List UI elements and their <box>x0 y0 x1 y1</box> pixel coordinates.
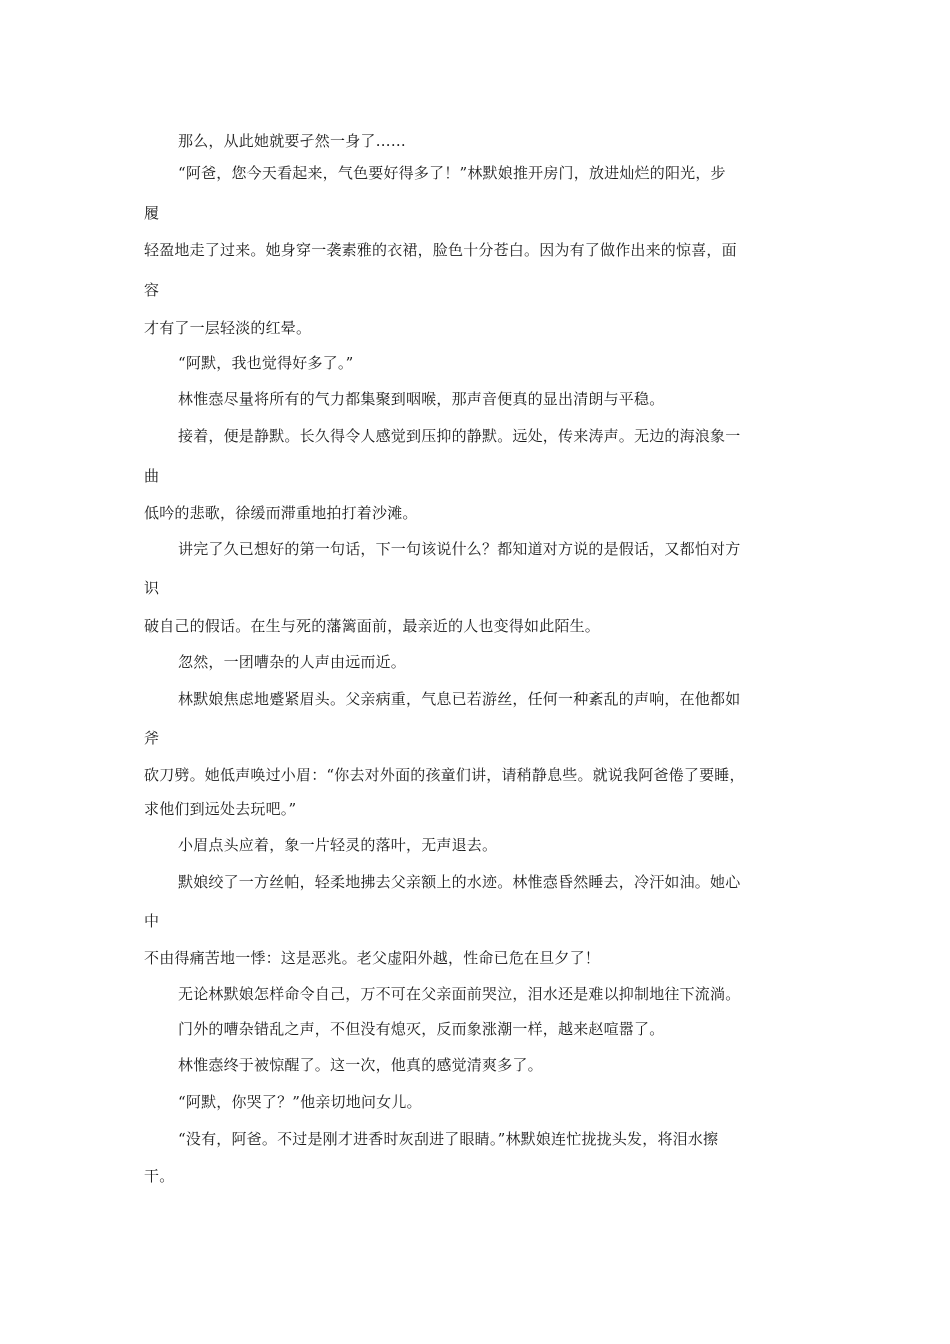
text-line: 林惟悫尽量将所有的气力都集聚到咽喉，那声音便真的显出清朗与平稳。 <box>178 390 665 408</box>
text-line: 斧 <box>144 729 160 747</box>
text-line: 林默娘焦虑地蹙紧眉头。父亲病重，气息已若游丝，任何一种紊乱的声响，在他都如 <box>178 690 741 708</box>
text-line: 轻盈地走了过来。她身穿一袭素雅的衣裙，脸色十分苍白。因为有了做作出来的惊喜，面 <box>144 241 737 259</box>
text-line: 干。 <box>144 1167 175 1185</box>
text-line: 那么，从此她就要孑然一身了…… <box>178 132 407 150</box>
text-line: 容 <box>144 281 160 299</box>
text-line: “阿默，你哭了？”他亲切地问女儿。 <box>178 1093 422 1111</box>
text-line: 曲 <box>144 467 160 485</box>
text-line: 默娘绞了一方丝帕，轻柔地拂去父亲额上的水迹。林惟悫昏然睡去，冷汗如油。她心 <box>178 873 741 891</box>
text-line: “阿默，我也觉得好多了。” <box>178 354 354 372</box>
text-line: 履 <box>144 204 160 222</box>
text-line: 低吟的悲歌，徐缓而滞重地拍打着沙滩。 <box>144 504 418 522</box>
text-line: 砍刀劈。她低声唤过小眉：“你去对外面的孩童们讲，请稍静息些。就说我阿爸倦了要睡， <box>144 766 745 784</box>
text-line: 才有了一层轻淡的红晕。 <box>144 319 312 337</box>
text-line: 不由得痛苦地一悸：这是恶兆。老父虚阳外越，性命已危在旦夕了！ <box>144 949 601 967</box>
text-line: “没有，阿爸。不过是刚才进香时灰刮进了眼睛。”林默娘连忙拢拢头发，将泪水擦 <box>178 1130 719 1148</box>
text-line: “阿爸，您今天看起来，气色要好得多了！”林默娘推开房门，放进灿烂的阳光，步 <box>178 164 726 182</box>
text-line: 识 <box>144 579 160 597</box>
text-line: 中 <box>144 912 160 930</box>
text-line: 门外的嘈杂错乱之声，不但没有熄灭，反而象涨潮一样，越来赵喧嚣了。 <box>178 1020 665 1038</box>
text-line: 讲完了久已想好的第一句话，下一句该说什么？都知道对方说的是假话，又都怕对方 <box>178 540 741 558</box>
text-line: 求他们到远处去玩吧。” <box>144 800 297 818</box>
text-line: 接着，便是静默。长久得令人感觉到压抑的静默。远处，传来涛声。无边的海浪象一 <box>178 427 741 445</box>
text-line: 林惟悫终于被惊醒了。这一次，他真的感觉清爽多了。 <box>178 1056 543 1074</box>
text-line: 忽然，一团嘈杂的人声由远而近。 <box>178 653 407 671</box>
text-line: 无论林默娘怎样命令自己，万不可在父亲面前哭泣，泪水还是难以抑制地往下流淌。 <box>178 985 741 1003</box>
text-line: 小眉点头应着，象一片轻灵的落叶，无声退去。 <box>178 836 498 854</box>
text-line: 破自己的假话。在生与死的藩篱面前，最亲近的人也变得如此陌生。 <box>144 617 601 635</box>
